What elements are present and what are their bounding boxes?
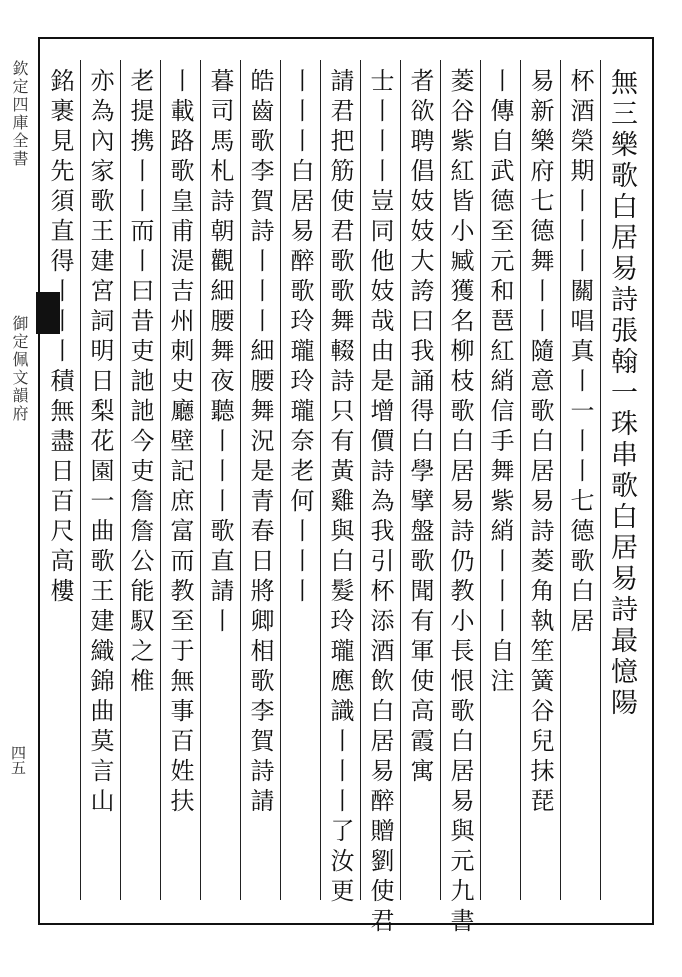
column-rule [120, 60, 121, 900]
column-rule [520, 60, 521, 900]
text-column: 丨載路歌皇甫湜吉州刺史廳壁記庶富而教至于無事百姓扶 [166, 68, 194, 818]
text-column: 杯酒榮期丨丨丨關唱真丨一丨丨七德歌白居 [566, 68, 594, 638]
column-rule [80, 60, 81, 900]
column-rule [560, 60, 561, 900]
column-rule [440, 60, 441, 900]
column-rule [480, 60, 481, 900]
page-number: 四五 [9, 745, 27, 775]
margin-title: 欽定四庫全書 [10, 60, 29, 168]
text-column: 丨傳自武德至元和琶紅綃信手舞紫綃丨丨丨自注 [486, 68, 514, 698]
column-rule [200, 60, 201, 900]
column-rule [400, 60, 401, 900]
text-column: 易新樂府七德舞丨丨隨意歌白居易詩菱角執笙簧谷兒抹琵 [526, 68, 554, 818]
column-rule [160, 60, 161, 900]
text-column: 請君把筋使君歌歌舞輟詩只有黃雞與白髮玲瓏應識丨丨丨了汝更 [326, 68, 354, 908]
text-column: 暮司馬札詩朝觀細腰舞夜聽丨丨丨歌直請丨 [206, 68, 234, 638]
column-rule [320, 60, 321, 900]
text-column: 老提携丨丨而丨曰昔吏訑訑今吏詹詹公能馭之椎 [126, 68, 154, 698]
column-rule [240, 60, 241, 900]
text-column: 士丨丨丨豈同他妓哉由是增價詩為我引杯添酒飲白居易醉贈劉使君 [366, 68, 394, 938]
margin-book-name: 御定佩文韻府 [10, 315, 29, 423]
text-column: 亦為內家歌王建宮詞明日梨花園一曲歌王建織錦曲莫言山 [86, 68, 114, 818]
text-column: 丨丨丨白居易醉歌玲瓏玲瓏奈老何丨丨丨 [286, 68, 314, 608]
text-column: 銘裹見先須直得丨丨丨積無盡日百尺高樓 [46, 68, 74, 608]
text-column: 無三樂歌白居易詩張翰一珠串歌白居易詩最憶陽 [606, 68, 637, 719]
text-column: 皓齒歌李賀詩丨丨丨細腰舞況是青春日將卿相歌李賀詩請 [246, 68, 274, 818]
column-rule [280, 60, 281, 900]
text-column: 者欲聘倡妓妓大誇曰我誦得白學擘盤歌聞有軍使高霞寓 [406, 68, 434, 788]
column-rule [600, 60, 601, 900]
text-column: 菱谷紫紅皆小臧獲名柳枝歌白居易詩仍教小長恨歌白居易與元九書 [446, 68, 474, 938]
column-rule [360, 60, 361, 900]
